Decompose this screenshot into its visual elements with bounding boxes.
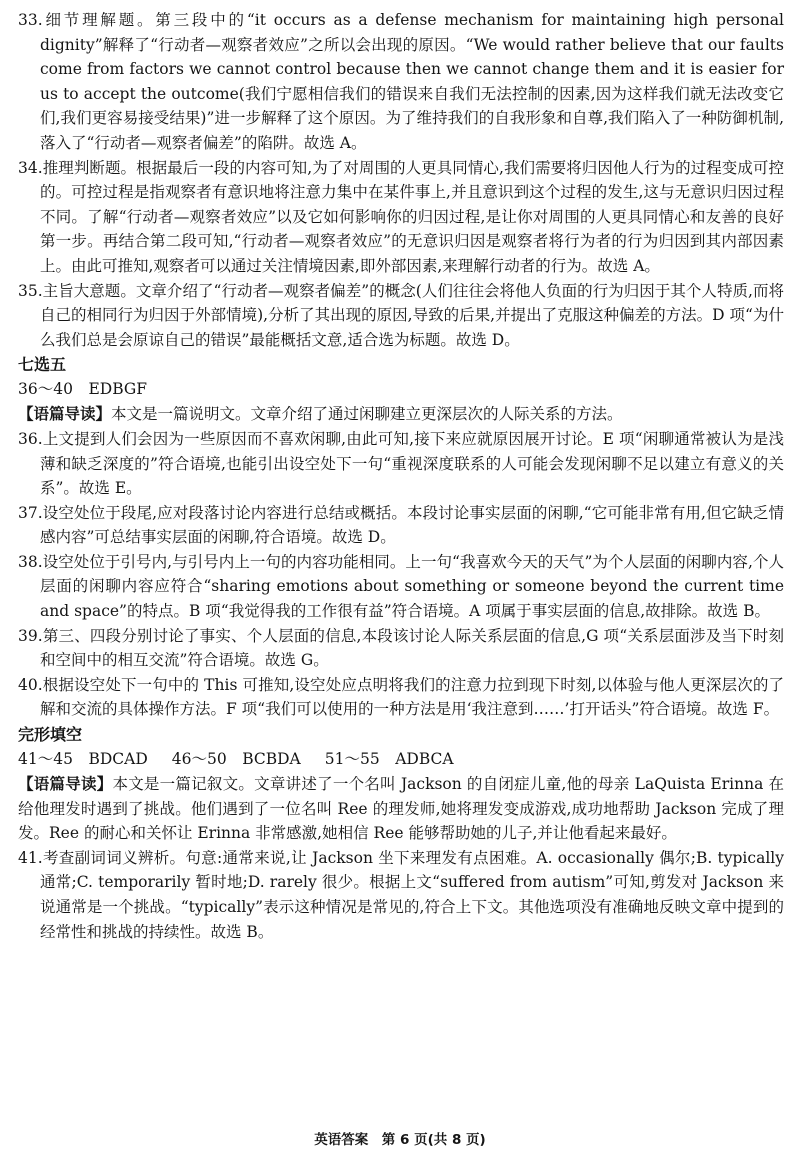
passage-guide-label: 【语篇导读】 — [18, 405, 112, 424]
answer-39: 39.第三、四段分别讨论了事实、个人层面的信息,本段该讨论人际关系层面的信息,G 项“关系层面涉及当下时刻和空间中的相互交流”符合语境。故选 G。 — [18, 626, 784, 670]
passage-guide-text: 本文是一篇说明文。文章介绍了通过闲聊建立更深层次的人际关系的方法。 — [111, 405, 623, 424]
answer-37: 37.设空处位于段尾,应对段落讨论内容进行总结或概括。本段讨论事实层面的闲聊,“它可能非常有用,但它缺乏情感内容”可总结事实层面的闲聊,符合语境。故选 D。 — [18, 503, 784, 547]
answer-key — [18, 747, 784, 772]
answer-key-36-40: 36～40 EDBGF — [18, 380, 148, 399]
section-seven-choose-five — [18, 352, 784, 427]
answer-35: 35.主旨大意题。文章介绍了“行动者—观察者偏差”的概念(人们往往会将他人负面的行为归因于其个人特质,而将自己的相同行为归因于外部情境),分析了其出现的原因,导致的后果,并提出了克服这种偏差的方法。D 项“为什么我们总是会原谅自己的错误”最能概括文意,适合选为标题。故选 D。 — [18, 281, 784, 349]
section-title: 七选五 — [18, 355, 67, 375]
passage-guide — [18, 772, 784, 846]
answer-key-51-55: 51～55 ADBCA — [324, 750, 454, 769]
answer-page — [18, 8, 784, 944]
answer-41: 41.考查副词词义辨析。句意:通常来说,让 Jackson 坐下来理发有点困难。A. occasionally 偶尔;B. typically 通常;C. temporarily 暂时地;D. rarely 很少。根据上文“suffered from autism”可知,剪发对 Jackson 来说通常是一个挑战。“typically”表示这种情况是常见的,符合上下文。其他选项没有准确地反映文章中提到的经常性和挑战的持续性。故选 B。 — [18, 848, 784, 941]
answer-40: 40.根据设空处下一句中的 This 可推知,设空处应点明将我们的注意力拉到现下时刻,以体验与他人更深层次的了解和交流的具体操作方法。F 项“我们可以使用的一种方法是用‘我注意到……’打开话头”符合语境。故选 F。 — [18, 675, 784, 719]
section-title: 完形填空 — [18, 725, 83, 745]
passage-guide-label: 【语篇导读】 — [18, 775, 113, 794]
answer-key — [18, 377, 784, 402]
page-footer: 英语答案 第 6 页(共 8 页) — [314, 1132, 486, 1148]
answer-34: 34.推理判断题。根据最后一段的内容可知,为了对周围的人更具同情心,我们需要将归因他人行为的过程变成可控的。可控过程是指观察者有意识地将注意力集中在某件事上,并且意识到这个过程的发生,这与无意识归因过程不同。了解“行动者—观察者效应”以及它如何影响你的归因过程,是让你对周围的人更具同情心和友善的良好第一步。再结合第二段可知,“行动者—观察者效应”的无意识归因是观察者将行为者的行为归因到其内部因素上。由此可推知,观察者可以通过关注情境因素,即外部因素,来理解行动者的行为。故选 A。 — [18, 158, 784, 275]
section-cloze — [18, 722, 784, 846]
answer-36: 36.上文提到人们会因为一些原因而不喜欢闲聊,由此可知,接下来应就原因展开讨论。E 项“闲聊通常被认为是浅薄和缺乏深度的”符合语境,也能引出设空处下一句“重视深度联系的人可能会发现闲聊不足以建立有意义的关系”。故选 E。 — [18, 429, 784, 498]
passage-guide-text: 本文是一篇记叙文。文章讲述了一个名叫 Jackson 的自闭症儿童,他的母亲 LaQuista Erinna 在给他理发时遇到了挑战。他们遇到了一位名叫 Ree 的理发师,她将理发变成游戏,成功地帮助 Jackson 完成了理发。Ree 的耐心和关怀让 Erinna 非常感激,她相信 Ree 能够帮助她的儿子,并让他看起来最好。 — [18, 775, 784, 843]
passage-guide — [18, 402, 784, 427]
answer-key-41-45: 41～45 BDCAD — [18, 750, 148, 769]
answer-key-46-50: 46～50 BCBDA — [171, 750, 301, 769]
answer-33: 33.细节理解题。第三段中的“it occurs as a defense mechanism for maintaining high personal dignity”解释了“行动者—观察者效应”之所以会出现的原因。“We would rather believe that our faults come from factors we cannot control because then we cannot change them and it is easier for us to accept the outcome(我们宁愿相信我们的错误来自我们无法控制的因素,因为这样我们就无法改变它们,我们更容易接受结果)”进一步解释了这个原因。为了维持我们的自我形象和自尊,我们陷入了一种防御机制,落入了“行动者—观察者偏差”的陷阱。故选 A。 — [18, 11, 784, 152]
answer-38: 38.设空处位于引号内,与引号内上一句的内容功能相同。上一句“我喜欢今天的天气”为个人层面的闲聊内容,个人层面的闲聊内容应符合“sharing emotions about something or someone beyond the current time and space”的特点。B 项“我觉得我的工作很有益”符合语境。A 项属于事实层面的信息,故排除。故选 B。 — [18, 552, 784, 621]
